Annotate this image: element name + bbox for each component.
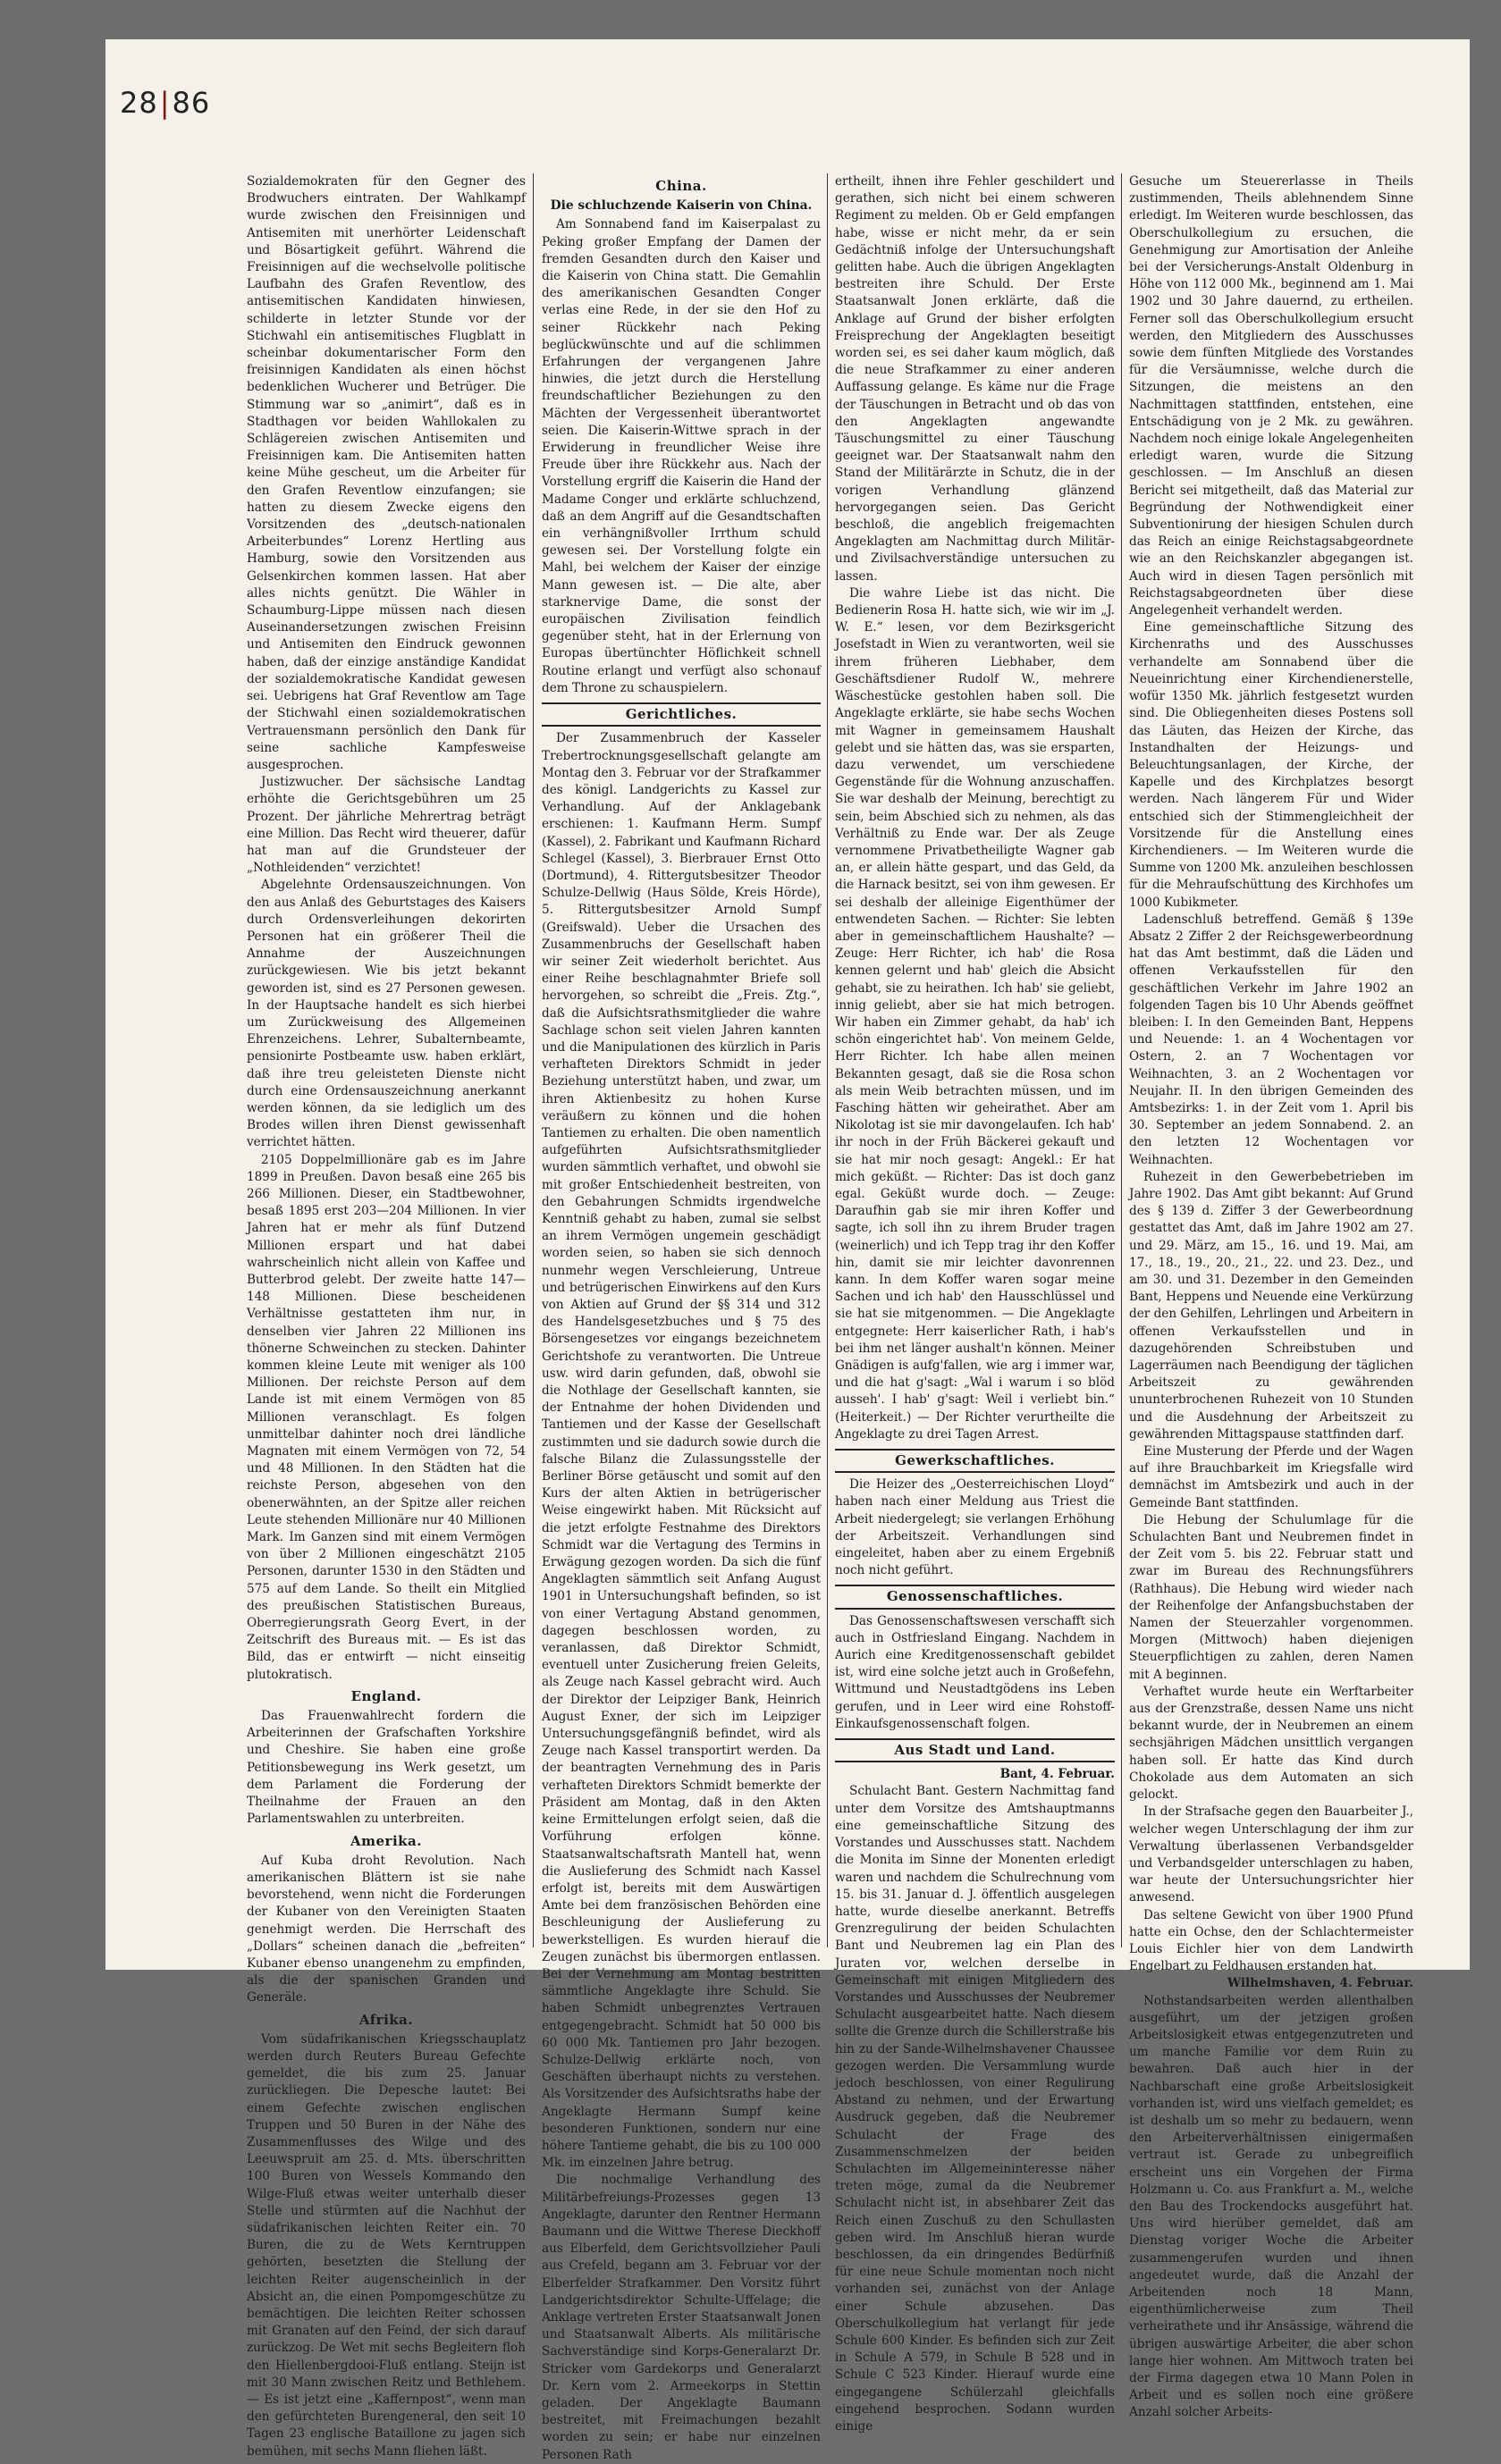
column-rule	[1121, 173, 1122, 1947]
article-paragraph: Die Hebung der Schulumlage für die Schulachten Bant und Neubremen findet in der Zeit vom 5. bis 22. Februar statt und zwar im Bureau des Rechnungsführers (Rathhaus). Die Hebung wird wieder nach der Reihenfolge der Anfangsbuchstaben der Namen der Steuerzahler vorgenommen. Morgen (Mittwoch) haben diejenigen Steuerpflichtigen zu zahlen, deren Namen mit A beginnen.	[1129, 1512, 1413, 1682]
page-number	[120, 86, 210, 120]
article-paragraph: In der Strafsache gegen den Bauarbeiter J., welcher wegen Unterschlagung der ihm zur Verwaltung überlassenen Verbandsgelder und Verbandsgelder unterschlagen zu haben, war heute der Untersuchungsrichter hier anwesend.	[1129, 1804, 1413, 1905]
article-headline: Die schluchzende Kaiserin von China.	[550, 198, 813, 214]
article-paragraph: Eine gemeinschaftliche Sitzung des Kirchenraths und des Ausschusses verhandelte am Sonnabend über die Neueinrichtung einer Kirchendienerstelle, wofür 1350 Mk. jährlich festgesetzt wurden sind. Die Obliegenheiten dieses Postens soll das Läuten, das Heizen der Kirche, das Instandhalten der Heizungs- und Beleuchtungsanlagen, der Kirche, der Kapelle und des Kirchplatzes besorgt werden. Nach längerem Für und Wider entschied sich der Stimmengleichheit der Vorsitzende für die Anstellung eines Kirchendieners. — Im Weiteren wurde die Summe von 1200 Mk. anzuleihen beschlossen für die Mehraufschüttung des Kirchhofes um 1000 Kubikmeter.	[1129, 620, 1413, 910]
article-paragraph: Die Heizer des „Oesterreichischen Lloyd“ haben nach einer Meldung aus Triest die Arbeit niedergelegt; sie verlangen Erhöhung der Arbeitszeit. Verhandlungen sind eingeleitet, haben aber zu einem Ergebniß noch nicht geführt.	[835, 1477, 1115, 1578]
section-heading: Aus Stadt und Land.	[835, 1738, 1115, 1762]
article-paragraph: Das seltene Gewicht von über 1900 Pfund hatte ein Ochse, den der Schlachtermeister Louis Eichler hier von dem Landwirth Engelbart zu Feldhausen erstanden hat.	[1129, 1907, 1413, 1974]
section-heading: England.	[350, 1687, 422, 1704]
article-paragraph: Sozialdemokraten für den Gegner des Brodwuchers eintraten. Der Wahlkampf wurde zwischen den Freisinnigen und Antisemiten mit unerhörter Leidenschaft und Bösartigkeit geführt. Während die Freisinnigen auf die wechselvolle politische Laufbahn des Grafen Reventlow, des antisemitischen Kandidaten hinwiesen, schilderte in letzter Stunde vor der Stichwahl ein antisemitisches Flugblatt in scheinbar dokumentarischer Form den freisinnigen Kandidaten als einen höchst bedenklichen Wucherer und Betrüger. Die Stimmung war so „animirt“, daß es in Stadthagen vor beiden Wahllokalen zu Schlägereien zwischen Antisemiten und Freisinnigen kam. Die Antisemiten hatten keine Mühe gescheut, um die Arbeiter für den Grafen Reventlow einzufangen; sie hatten zu diesem Zwecke eigens den Vorsitzenden des „deutsch-nationalen Arbeiterbundes“ Lorenz Hertling aus Hamburg, sowie den Vorsitzenden aus Gelsenkirchen kommen lassen. Hat aber alles nichts genützt. Die Wähler in Schaumburg-Lippe müssen nach diesen Auseinandersetzungen zwischen Freisinn und Antisemiten den Eindruck gewonnen haben, daß der einzige anständige Kandidat der sozialdemokratische Kandidat gewesen sei. Uebrigens hat Graf Reventlow am Tage der Stichwahl einen sozialdemokratischen Vertrauensmann persönlich den Dank für seine sachliche Kampfesweise ausgesprochen.	[247, 174, 526, 772]
column-4	[1129, 173, 1413, 2420]
article-paragraph: Abgelehnte Ordensauszeichnungen. Von den aus Anlaß des Geburtstages des Kaisers durch Ordensverleihungen dekorirten Personen hat ein größerer Theil die Annahme der Auszeichnungen zurückgewiesen. Wie bis jetzt bekannt geworden ist, sind es 27 Personen gewesen. In der Hauptsache handelt es sich hierbei um Zurückweisung des Allgemeinen Ehrenzeichens. Lehrer, Subalternbeamte, pensionirte Postbeamte usw. haben erklärt, daß ihre treu geleisteten Dienste nicht durch eine Ordensauszeichnung anerkannt werden können, da sie lediglich um des Brodes willen ihren Dienst gewissenhaft verrichtet hätten.	[247, 878, 526, 1150]
article-paragraph: Das Genossenschaftswesen verschafft sich auch in Ostfriesland Eingang. Nachdem in Aurich eine Kreditgenossenschaft gebildet ist, wird eine solche jetzt auch in Großefehn, Wittmund und Neustadtgödens ins Leben gerufen, und in Leer wird eine Rohstoff-Einkaufsgenossenschaft folgen.	[835, 1613, 1115, 1731]
section-heading: Afrika.	[358, 2011, 414, 2028]
section-heading: Gewerkschaftliches.	[835, 1449, 1115, 1473]
page-number-separator: |	[159, 86, 171, 120]
article-paragraph: Der Zusammenbruch der Kasseler Trebertrocknungsgesellschaft gelangte am Montag den 3. Februar vor der Strafkammer des königl. Landgerichts zu Kassel zur Verhandlung. Auf der Anklagebank erschienen: 1. Kaufmann Herm. Sumpf (Kassel), 2. Fabrikant und Kaufmann Richard Schlegel (Kassel), 3. Bierbrauer Ernst Otto (Dortmund), 4. Rittergutsbesitzer Theodor Schulze-Dellwig (Haus Sölde, Kreis Hörde), 5. Rittergutsbesitzer Arnold Sumpf (Greifswald). Ueber die Ursachen des Zusammenbruchs der Gesellschaft haben wir seiner Zeit wiederholt berichtet. Aus einer Reihe beschlagnahmter Briefe soll hervorgehen, so schreibt die „Freis. Ztg.“, daß die Aufsichtsrathsmitglieder die wahre Sachlage schon seit vielen Jahren kannten und die Manipulationen des kürzlich in Paris verhafteten Direktors Schmidt in jeder Beziehung unterstützt haben, und zwar, um ihren Aktienbesitz zu hohen Kurse veräußern zu können und die hohen Tantiemen zu erhalten. Die oben namentlich aufgeführten Aufsichtsrathsmitglieder wurden sämmtlich verhaftet, und obwohl sie mit großer Entschiedenheit bestreiten, von den Gebahrungen Schmidts irgendwelche Kenntniß gehabt zu haben, zumal sie selbst an ihrem Vermögen ungemein geschädigt worden seien, so haben sie sich dennoch nunmehr wegen Verschleierung, Untreue und betrügerischen Einwirkens auf den Kurs von Aktien auf Grund der §§ 314 und 312 des Handelsgesetzbuches und § 75 des Börsengesetzes vor eingangs bezeichnetem Gerichtshofe zu verantworten. Die Untreue usw. wird darin gefunden, daß, obwohl sie die Nothlage der Gesellschaft kannten, sie der Entnahme der hohen Dividenden und Tantiemen und der Kasse der Gesellschaft zustimmten und sie dadurch sowie durch die falsche Bilanz die Zulassungsstelle der Berliner Börse getäuscht und somit auf den Kurs der alten Aktien in betrügerischer Weise eingewirkt haben. Mit Rücksicht auf die jetzt erfolgte Festnahme des Direktors Schmidt war die Vertagung des Termins in Erwägung gezogen worden. Da sich die fünf Angeklagten sämmtlich seit Anfang August 1901 in Untersuchungshaft befinden, so ist von einer Vertagung Abstand genommen, dagegen beschlossen worden, zu veranlassen, daß Direktor Schmidt, eventuell unter Zusicherung freien Geleits, als Zeuge nach Kassel gebracht wird. Auch der Direktor der Leipziger Bank, Heinrich August Exner, der sich im Leipziger Untersuchungsgefängniß befindet, wird als Zeuge nach Kassel transportirt werden. Da der beantragten Vernehmung des in Paris verhafteten Direktors Schmidt bemerkte der Präsident am Montag, daß in den Akten keine Ermittelungen erfolgt seien, daß die Vorführung erfolgen könne. Staatsanwaltschaftsrath Mantell hat, wenn die Auslieferung des Schmidt nach Kassel erfolgt ist, bereits mit dem Auswärtigen Amte bei dem französischen Behörden eine Beschleunigung der Auslieferung zu bewerkstelligen. Es wurden hierauf die Zeugen zunächst bis übermorgen entlassen. Bei der Vernehmung am Montag bestritten sämmtliche Angeklagte ihre Schuld. Sie haben Schmidt unbegrenztes Vertrauen entgegengebracht. Schmidt hat 50 000 bis 60 000 Mk. Tantiemen pro Jahr bezogen. Schulze-Dellwig erklärte noch, von Geschäften überhaupt nichts zu verstehen. Als Vorsitzender des Aufsichtsraths habe der Angeklagte Hermann Sumpf keine besonderen Funktionen, sondern nur eine höhere Tantieme gehabt, die bis zu 100 000 Mk. im einzelnen Jahre betrug.	[542, 731, 821, 2171]
article-paragraph: Verhaftet wurde heute ein Werftarbeiter aus der Grenzstraße, dessen Name uns nicht bekannt wurde, der in Neubremen an einem sechsjährigen Mädchen unsittlich vergangen haben soll. Er hatte das Kind durch Chokolade aus dem Automaten an sich gelockt.	[1129, 1684, 1413, 1803]
column-3	[835, 173, 1115, 2434]
article-paragraph: 2105 Doppelmillionäre gab es im Jahre 1899 in Preußen. Davon besaß eine 265 bis 266 Millionen. Dieser, ein Stadtbewohner, besaß 1895 erst 203—204 Millionen. In vier Jahren hat er mehr als fünf Dutzend Millionen erspart und hat dabei wahrscheinlich nicht allein von Kaffee und Butterbrod gelebt. Der zweite hatte 147—148 Millionen. Diese bescheidenen Verhältnisse gestatteten ihm nur, in denselben vier Jahren 22 Millionen ins thönerne Schweinchen zu stecken. Dahinter kommen kleine Leute mit weniger als 100 Millionen. Der reichste Person auf dem Lande ist mit einem Vermögen von 85 Millionen veranschlagt. Es folgen unmittelbar dahinter noch drei ländliche Magnaten mit einem Vermögen von 72, 54 und 48 Millionen. In den Städten hat die reichste Person, abgesehen von den obenerwähnten, an der Spitze aller reichen Leute stehenden Millionäre nur 40 Millionen Mark. Im Ganzen sind mit einem Vermögen von über 2 Millionen eingeschätzt 2105 Personen, darunter 1530 in den Städten und 575 auf dem Lande. So theilt ein Mitglied des preußischen Statistischen Bureaus, Oberregierungsrath Georg Evert, in der Zeitschrift des Bureaus mit. — Es ist das Bild, das er entwirft — nicht einseitig plutokratisch.	[247, 1152, 526, 1682]
dateline: Wilhelmshaven, 4. Februar.	[1227, 1976, 1413, 1991]
page-number-right: 86	[172, 86, 211, 120]
article-paragraph: Gesuche um Steuererlasse in Theils zustimmenden, Theils ablehnendem Sinne erledigt. Im Weiteren wurde beschlossen, das Oberschulkollegium zu ersuchen, die Genehmigung zur Amortisation der Anleihe bei der Versicherungs-Anstalt Oldenburg in Höhe von 112 000 Mk., beginnend am 1. Mai 1902 und 30 Jahre dauernd, zu ertheilen. Ferner soll das Oberschulkollegium ersucht werden, den Mitgliedern des Ausschusses sowie dem fünften Mitgliede des Vorstandes für die Versäumnisse, welche durch die Sitzungen, die meistens an den Nachmittagen stattfinden, entstehen, eine Entschädigung von je 2 Mk. zu gewähren. Nachdem noch einige lokale Angelegenheiten erledigt waren, wurde die Sitzung geschlossen. — Im Anschluß an diesen Bericht sei mitgetheilt, daß das Material zur Begründung der Nothwendigkeit einer Subventionirung der hiesigen Schulen durch das Reich an einige Reichstagsabgeordnete wie an den Reichskanzler abgegangen ist. Auch wird in diesen Tagen persönlich mit Reichstagsabgeordneten über diese Angelegenheit verhandelt werden.	[1129, 174, 1413, 618]
article-paragraph: ertheilt, ihnen ihre Fehler geschildert und gerathen, sich nicht bei einem schweren Regiment zu melden. Ob er Geld empfangen habe, wisse er nicht mehr, da er sein Gedächtniß infolge der Untersuchungshaft gelitten habe. Auch die übrigen Angeklagten bestreiten ihre Schuld. Der Erste Staatsanwalt Jonen erklärte, daß die Anklage auf Grund der bisher erfolgten Freisprechung der Angeklagten beseitigt worden sei, es sei daher kaum möglich, daß die neue Strafkammer zu einer anderen Auffassung gelange. Es käme nur die Frage der Täuschungen in Betracht und ob das von den Angeklagten angewandte Täuschungsmittel zu einer Täuschung geeignet war. Der Staatsanwalt nahm den Stand der Militärärzte in Schutz, die in der vorigen Verhandlung glänzend hervorgegangen seien. Das Gericht beschloß, die angeblich freigemachten Angeklagten am Nachmittag durch Militär- und Zivilsachverständige untersuchen zu lassen.	[835, 174, 1115, 584]
column-1	[247, 173, 526, 2459]
column-rule	[533, 173, 534, 1947]
article-paragraph: Am Sonnabend fand im Kaiserpalast zu Peking großer Empfang der Damen der fremden Gesandten durch den Kaiser und die Kaiserin von China statt. Die Gemahlin des amerikanischen Gesandten Conger verlas eine Rede, in der sie den Hof zu seiner Rückkehr nach Peking beglückwünschte und auf die schlimmen Erfahrungen der vergangenen Jahre hinwies, die jetzt durch die Herstellung freundschaftlicher Beziehungen zu den Mächten der Vergessenheit überantwortet seien. Die Kaiserin-Wittwe sprach in der Erwiderung in freundlicher Weise ihre Freude über ihre Rückkehr aus. Nach der Vorstellung ergriff die Kaiserin die Hand der Madame Conger und erklärte schluchzend, daß an dem Angriff auf die Gesandtschaften ein verhängnißvoller Irrthum schuld gewesen sei. Der Vorstellung folgte ein Mahl, bei welchem der Kaiser der einzige Mann gewesen ist. — Die alte, aber starknervige Dame, die sonst der europäischen Zivilisation feindlich gegenüber steht, hat in der Erlernung von Europas übertünchter Höflichkeit schnell Routine erlangt und verfügt also schonauf dem Throne zu schauspielern.	[542, 217, 821, 695]
article-paragraph: Die nochmalige Verhandlung des Militärbefreiungs-Prozesses gegen 13 Angeklagte, darunter den Rentner Hermann Baumann und die Wittwe Therese Dieckhoff aus Elberfeld, dem Gerichtsvollzieher Pauli aus Crefeld, begann am 3. Februar vor der Elberfelder Strafkammer. Den Vorsitz führt Landgerichtsdirektor Schulte-Uffelage; die Anklage vertreten Erster Staatsanwalt Jonen und Staatsanwalt Alberts. Als militärische Sachverständige sind Korps-Generalarzt Dr. Stricker vom Gardekorps und Generalarzt Dr. Kern vom 2. Armeekorps in Stettin geladen. Der Angeklagte Baumann bestreitet, mit Freimachungen bezahlt worden zu sein; er habe nur einzelnen Personen Rath	[542, 2173, 821, 2462]
article-paragraph: Auf Kuba droht Revolution. Nach amerikanischen Blättern ist sie nahe bevorstehend, wenn nicht die Forderungen der Kubaner von den Vereinigten Staaten genehmigt werden. Die Herrschaft des „Dollars“ scheinen danach die „befreiten“ Kubaner ebenso unangenehm zu empfinden, als die der spanischen Granden und Generäle.	[247, 1853, 526, 2006]
article-paragraph: Vom südafrikanischen Kriegsschauplatz werden durch Reuters Bureau Gefechte gemeldet, die bis zum 25. Januar zurückliegen. Die Depesche lautet: Bei einem Gefechte zwischen englischen Truppen und 50 Buren in der Nähe des Zusammenflusses des Wilge und des Leeuwspruit am 25. d. Mts. überschritten 100 Buren von Wessels Kommando den Wilge-Fluß etwas weiter unterhalb dieser Stelle und stürmten auf die Nachhut der südafrikanischen leichten Reiter ein. 70 Buren, die zu de Wets Kerntruppen gehörten, besetzten die Stellung der leichten Reiter augenscheinlich in der Absicht an, die einen Pompomgeschütze zu bemächtigen. Die leichten Reiter schossen mit Granaten auf den Feind, der sich darauf zurückzog. De Wet mit sechs Begleitern floh den Hiellenbergdooi-Fluß entlang. Steijn ist mit 30 Mann zwischen Reitz und Bethlehem. — Es ist jetzt eine „Kaffernpost“, wenn man den gefürchteten Burengeneral, den seit 10 Tagen 23 englische Bataillone zu jagen sich bemühen, mit sechs Mann fliehen läßt.	[247, 2031, 526, 2459]
column-2	[542, 173, 821, 2462]
newspaper-page	[105, 39, 1470, 2462]
section-heading: Genossenschaftliches.	[835, 1585, 1115, 1609]
article-paragraph: Das Frauenwahlrecht fordern die Arbeiterinnen der Grafschaften Yorkshire und Cheshire. Sie haben eine große Petitionsbewegung ins Werk gesetzt, um dem Parlament die Forderung der Theilnahme der Frauen an den Parlamentswahlen zu unterbreiten.	[247, 1709, 526, 1827]
article-paragraph: Nothstandsarbeiten werden allenthalben ausgeführt, um der jetzigen großen Arbeitslosigkeit etwas entgegenzutreten und um manche Familie vor dem Ruin zu bewahren. Daß auch hier in der Nachbarschaft eine große Arbeitslosigkeit vorhanden ist, wird uns vielfach gemeldet; es ist deshalb um so mehr zu bedauern, wenn den Arbeiterverhältnissen einigermaßen vertraut ist. Gerade zu unbegreiflich erscheint uns ein Vorgehen der Firma Holzmann u. Co. aus Frankfurt a. M., welche den Bau des Trockendocks ausgeführt hat. Uns wird hierüber gemeldet, daß am Dienstag voriger Woche die Arbeiter zusammengerufen wurden und ihnen angedeutet wurde, daß die Anzahl der Arbeitenden noch 18 Mann, eigenthümlicherweise zum Theil verheirathete und ihr Ansässige, während die übrigen auswärtige Arbeiter, die aber schon lange hier wohnen. Am Mittwoch traten bei der Firma dagegen etwa 10 Mann Polen in Arbeit und es sollen noch eine größere Anzahl solcher Arbeits-	[1129, 1993, 1413, 2420]
dateline: Bant, 4. Februar.	[999, 1767, 1115, 1782]
article-paragraph: Die wahre Liebe ist das nicht. Die Bedienerin Rosa H. hatte sich, wie wir im „J. W. E.“ lesen, vor dem Bezirksgericht Josefstadt in Wien zu verantworten, weil sie ihrem früheren Liebhaber, dem Geschäftsdiener Rudolf W., mehrere Wäschestücke gestohlen haben soll. Die Angeklagte erklärte, sie habe sechs Wochen mit Wagner in gemeinsamem Haushalt gelebt und sie hätten das, was sie ersparten, dazu verwendet, um verschiedene Gegenstände für die Wohnung anzuschaffen. Sie war deshalb der Meinung, berechtigt zu sein, beim Abschied sich zu nehmen, als das Verhältniß zu Ende war. Der als Zeuge vernommene Privatbetheiligte Wagner gab an, er allein hätte gespart, und das Geld, da die Harnack besitzt, sei von ihm gewesen. Er sei deshalb der alleinige Eigenthümer der entwendeten Sachen. — Richter: Sie lebten aber in gemeinschaftlichem Haushalte? — Zeuge: Herr Richter, ich hab' die Rosa kennen gelernt und hab' gleich die Absicht gehabt, sie zu heirathen. Ich hab' sie geliebt, innig geliebt, aber sie hat mich betrogen. Wir haben ein Zimmer gehabt, da hab' ich schön eingerichtet hab'. Von meinem Gelde, Herr Richter. Ich habe allen meinen Bekannten gesagt, daß sie die Rosa schon als mein Weib betrachten müssen, und im Fasching hätten wir geheirathet. Aber am Nikolotag ist sie mir davongelaufen. Ich hab' ihr noch in der Früh Bäckerei gekauft und sie hat mir noch gesagt: Angekl.: Er hat mich geküßt. — Richter: Das ist doch ganz egal. Geküßt wurde doch. — Zeuge: Daraufhin gab sie mir ihren Koffer und sagte, ich soll ihn zu ihrem Bruder tragen (weinerlich) und ich Tepp trag ihr den Koffer hin, damit sie mir leichter davonrennen kann. In dem Koffer waren sogar meine Sachen und ich hab' den Hausschlüssel und sie hat sie mitgenommen. — Die Angeklagte entgegnete: Herr kaiserlicher Rath, i hab's bei ihm net länger aushalt'n können. Meiner Gnädigen is aufg'fallen, wie arg i immer war, und die hat g'sagt: „Wal i warum i so blöd ausseh'. I hab' g'sagt: Weil i verliebt bin.“ (Heiterkeit.) — Der Richter verurtheilte die Angeklagte zu drei Tagen Arrest.	[835, 585, 1115, 1442]
section-heading: China.	[655, 178, 707, 194]
section-heading: Amerika.	[350, 1832, 422, 1849]
article-paragraph: Eine Musterung der Pferde und der Wagen auf ihre Brauchbarkeit im Kriegsfalle wird demnächst im Amtsbezirk und auch in der Gemeinde Bant stattfinden.	[1129, 1444, 1413, 1510]
article-paragraph: Ruhezeit in den Gewerbebetrieben im Jahre 1902. Das Amt gibt bekannt: Auf Grund des § 139 d. Ziffer 3 der Gewerbeordnung gestattet das Amt, daß im Jahre 1902 am 27. und 29. März, am 15., 16. und 19. Mai, am 17., 18., 19., 20., 21., 22. und 23. Dez., und am 30. und 31. Dezember in den Gemeinden Bant, Heppens und Neuende eine Verkürzung der den Gehilfen, Lehrlingen und Arbeitern in offenen Verkaufsstellen und in dazugehörenden Schreibstuben und Lagerräumen nach Beendigung der täglichen Arbeitszeit zu gewährenden ununterbrochenen Ruhezeit von 10 Stunden und die Ausdehnung der Arbeitszeit zu gewährenden Mittagspause stattfinden darf.	[1129, 1169, 1413, 1442]
article-paragraph: Justizwucher. Der sächsische Landtag erhöhte die Gerichtsgebühren um 25 Prozent. Der jährliche Mehrertrag beträgt eine Million. Das Recht wird theuerer, dafür hat man auf die Grundsteuer der „Nothleidenden“ verzichtet!	[247, 775, 526, 876]
article-paragraph: Schulacht Bant. Gestern Nachmittag fand unter dem Vorsitze des Amtshauptmanns eine gemeinschaftliche Sitzung des Vorstandes und Ausschusses statt. Nachdem die Monita im Sinne der Monenten erledigt waren und nachdem die Schulrechnung vom 15. bis 31. Januar d. J. öffentlich ausgelegen hatte, wurde dieselbe anerkannt. Betreffs Grenzregulirung der beiden Schulachten Bant und Neubremen lag ein Plan des Juraten vor, welchen derselbe in Gemeinschaft mit einigen Mitgliedern des Vorstandes und Ausschusses der Neubremer Schulacht ausgearbeitet hatte. Nach diesem sollte die Grenze durch die Schillerstraße bis hin zu der Sande-Wilhelmshavener Chaussee gezogen werden. Die Versammlung wurde jedoch beschlossen, von einer Regulirung Abstand zu nehmen, und der Erwartung Ausdruck gegeben, daß die Neubremer Schulacht der Frage des Zusammenschmelzen der beiden Schulachten im Allgemeininteresse näher treten möge, zumal da die Neubremer Schulacht nicht ist, in absehbarer Zeit das Reich einen Zuschuß zu den Schullasten geben wird. Im Anschluß hieran wurde beschlossen, da ein dringendes Bedürfniß für eine neue Schule momentan noch nicht vorhanden sei, zunächst von der Anlage einer Schule abzusehen. Das Oberschulkollegium hat verlangt für jede Schule 600 Kinder. Es befinden sich zur Zeit in Schule A 579, in Schule B 528 und in Schule C 523 Kinder. Hierauf wurde eine eingegangene Schülerzahl gleichfalls eingehend besprochen. Sodann wurden einige	[835, 1784, 1115, 2434]
page-number-left: 28	[120, 86, 158, 120]
column-rule	[827, 173, 828, 1947]
article-paragraph: Ladenschluß betreffend. Gemäß § 139e Absatz 2 Ziffer 2 der Reichsgewerbeordnung hat das Amt bestimmt, daß die Läden und offenen Verkaufsstellen für den geschäftlichen Verkehr im Jahre 1902 an folgenden Tagen bis 10 Uhr Abends geöffnet bleiben: I. In den Gemeinden Bant, Heppens und Neuende: 1. an 4 Wochentagen vor Ostern, 2. an 7 Wochentagen vor Weihnachten, 3. an 2 Wochentagen vor Neujahr. II. In den übrigen Gemeinden des Amtsbezirks: 1. in der Zeit vom 1. April bis 30. September an jedem Sonnabend. 2. an den letzten 12 Wochentagen vor Weihnachten.	[1129, 912, 1413, 1167]
section-heading: Gerichtliches.	[542, 702, 821, 727]
